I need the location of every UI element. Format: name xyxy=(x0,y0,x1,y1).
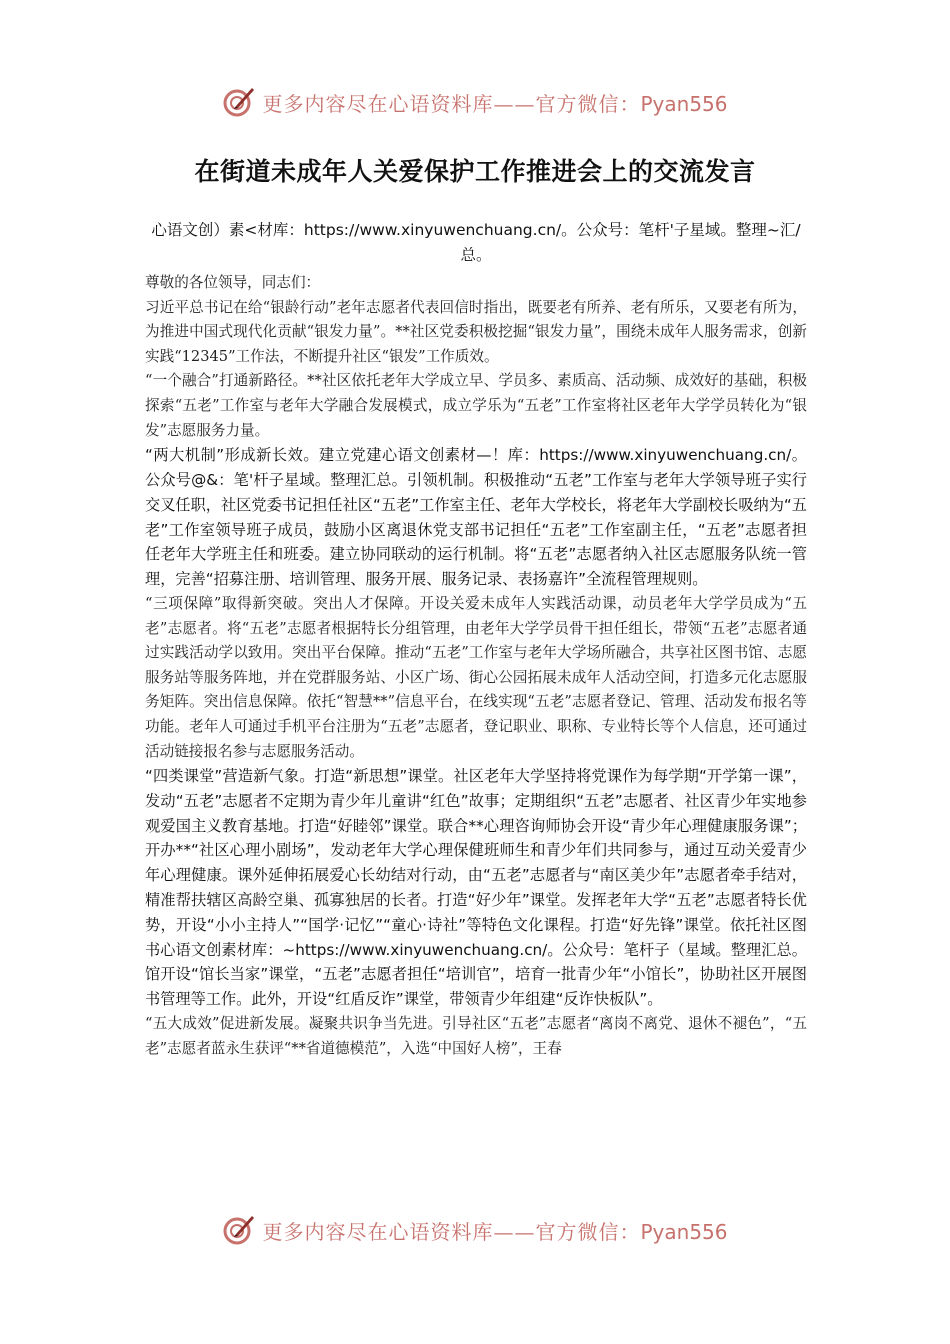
document-body xyxy=(145,218,807,1061)
paragraph-one-fusion: “一个融合”打通新路径。**社区依托老年大学成立早、学员多、素质高、活动频、成效好的基础，积极探索“五老”工作室与老年大学融合发展模式，成立学乐为“五老”工作室将社区老年大学学员转化为“银发”志愿服务力量。 xyxy=(145,372,807,439)
salutation: 尊敬的各位领导，同志们： xyxy=(145,274,321,291)
paragraph-two-mechanisms: “两大机制”形成新长效。建立党建心语文创素材—！库：https://www.xinyuwenchuang.cn/。公众号@&：笔'杆子星域。整理汇总。引领机制。积极推动“五老”工作室与老年大学领导班子实行交叉任职，社区党委书记担任社区“五老”工作室主任、老年大学校长，将老年大学副校长吸纳为“五老”工作室领导班子成员，鼓励小区离退休党支部书记担任“五老”工作室副主任，“五老”志愿者担任老年大学班主任和班委。建立协同联动的运行机制。将“五老”志愿者纳入社区志愿服务队统一管理，完善“招募注册、培训管理、服务开展、服务记录、表扬嘉许”全流程管理规则。 xyxy=(145,446,807,589)
wechat-id: Pyan556 xyxy=(640,91,728,116)
pen-logo-icon xyxy=(222,1213,256,1247)
header-banner xyxy=(0,82,950,122)
page-title: 在街道未成年人关爱保护工作推进会上的交流发言 xyxy=(194,157,756,186)
footer-banner xyxy=(0,1210,950,1250)
paragraph-five-results: “五大成效”促进新发展。凝聚共识争当先进。引导社区“五老”志愿者“离岗不离党、退休不褪色”，“五老”志愿者蓝永生获评“**省道德模范”，入选“中国好人榜”，王春 xyxy=(145,1015,807,1057)
paragraph-three-guarantees: “三项保障”取得新突破。突出人才保障。开设关爱未成年人实践活动课，动员老年大学学员成为“五老”志愿者。将“五老”志愿者根据特长分组管理，由老年大学学员骨干担任组长，带领“五老”志愿者通过实践活动学以致用。突出平台保障。推动“五老”工作室与老年大学场所融合，共享社区图书馆、志愿服务站等服务阵地，并在党群服务站、小区广场、街心公园拓展未成年人活动空间，打造多元化志愿服务矩阵。突出信息保障。依托“智慧**”信息平台，在线实现“五老”志愿者登记、管理、活动发布报名等功能。老年人可通过手机平台注册为“五老”志愿者，登记职业、职称、专业特长等个人信息，还可通过活动链接报名参与志愿服务活动。 xyxy=(145,594,807,760)
pen-logo-icon xyxy=(222,85,256,119)
source-line: 心语文创）素<材库：https://www.xinyuwenchuang.cn/。公众号：笔杆'子星域。整理~汇/总。 xyxy=(151,221,801,264)
banner-text: 更多内容尽在心语资料库——官方微信：Pyan556 xyxy=(262,91,728,116)
banner-text: 更多内容尽在心语资料库——官方微信：Pyan556 xyxy=(262,1219,728,1244)
paragraph-intro: 习近平总书记在给“银龄行动”老年志愿者代表回信时指出，既要老有所养、老有所乐，又要老有所为，为推进中国式现代化贡献“银发力量”。**社区党委积极挖掘“银发力量”，围绕未成年人服务需求，创新实践“12345”工作法，不断提升社区“银发”工作质效。 xyxy=(145,298,807,365)
wechat-id: Pyan556 xyxy=(640,1219,728,1244)
paragraph-four-classrooms: “四类课堂”营造新气象。打造“新思想”课堂。社区老年大学坚持将党课作为每学期“开学第一课”，发动“五老”志愿者不定期为青少年儿童讲“红色”故事；定期组织“五老”志愿者、社区青少年实地参观爱国主义教育基地。打造“好睦邻”课堂。联合**心理咨询师协会开设“青少年心理健康服务课”；开办**“社区心理小剧场”，发动老年大学心理保健班师生和青少年们共同参与，通过互动关爱青少年心理健康。课外延伸拓展爱心长幼结对行动，由“五老”志愿者与“南区美少年”志愿者牵手结对，精准帮扶辖区高龄空巢、孤寡独居的长者。打造“好少年”课堂。发挥老年大学“五老”志愿者特长优势，开设“小小主持人”“国学·记忆”“童心·诗社”等特色文化课程。打造“好先锋”课堂。依托社区图书心语文创素材库：~https://www.xinyuwenchuang.cn/。公众号：笔杆子（星域。整理汇总。馆开设“馆长当家”课堂，“五老”志愿者担任“培训官”，培育一批青少年“小馆长”，协助社区开展图书管理等工作。此外，开设“红盾反诈”课堂，带领青少年组建“反诈快板队”。 xyxy=(145,767,807,1009)
